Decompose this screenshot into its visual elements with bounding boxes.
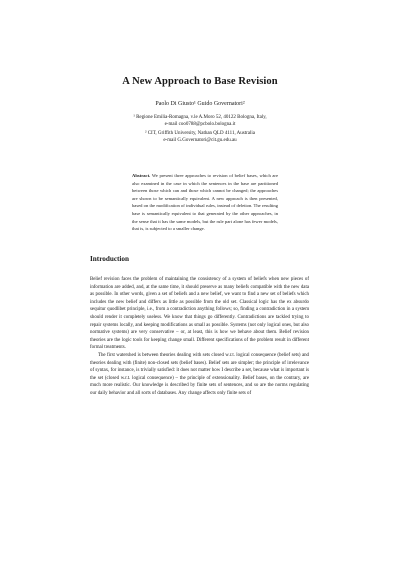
affiliation-1-address: ¹ Regione Emilia-Romagna, v.le A.Moro 52, 40122 Bologna, Italy,	[133, 115, 267, 120]
section-heading: Introduction	[90, 255, 130, 263]
affiliation-2	[0, 130, 400, 144]
paper-title: A New Approach to Base Revision	[122, 76, 278, 87]
body-text	[90, 276, 309, 398]
affiliation-2-address: ² CIT, Griffith University, Nathan QLD 4111, Australia	[144, 131, 256, 136]
affiliation-1	[0, 114, 400, 128]
paragraph: Belief revision faces the problem of maintaining the consistency of a system of beliefs when new pieces of information are added, and, at the same time, it should preserve as many beliefs compatible with the new data as possible. In other words, given a set of beliefs and a new belief, we want to find a new set of beliefs which includes the new belief and differs as little as possible from the old set. Classical logic has the ex absurdo sequitur quodlibet principle, i.e., from a contradiction anything follows; so, finding a contradiction in a system should render it completely useless. We know that things go differently. Contradictions are tackled trying to repair systems locally, and keeping modifications as small as possible. Systems (not only logical ones, but also normative systems) are very conservative – or, at least, this is how we behave about them. Belief revision theories are the logic tools for keeping change small. Different specifications of the problem result in different formal treatments.	[90, 277, 309, 351]
paper-authors: Paolo Di Giusto¹ Guido Governatori²	[155, 101, 245, 107]
abstract-text: We present three approaches to revision of belief bases, which are also examined in the case in which the sentences in the base are partitioned between those which can and those which cannot be changed; the approaches are shown to be semantically equivalent. A new approach is then presented, based on the modification of individual rules, instead of deletion. The resulting base is semantically equivalent to that generated by the other approaches, in the sense that it has the same models, but the rule part alone has fewer models, that is, is subjected to a smaller change.	[132, 173, 279, 232]
affiliation-2-email: e-mail G.Governatori@cit.gu.edu.au	[163, 138, 237, 144]
paragraph: The first watershed is between theories dealing with sets closed w.r.t. logical consequence (belief sets) and theories dealing with (finite) non-closed sets (belief bases). Belief sets are simpler; the principle of irrelevance of syntax, for instance, is trivially satisfied: it does not matter how I describe a set, because what is important is the set (closed w.r.t. logical consequence) – the principle of extensionality. Belief bases, on the contrary, are much more realistic. Our knowledge is described by finite sets of sentences, and so are the norms regulating our daily behavior and all sorts of databases. Any change affects only finite sets of	[90, 352, 309, 396]
abstract	[132, 172, 278, 233]
abstract-label: Abstract.	[132, 173, 151, 178]
affiliation-1-email: e-mail coo0788@pcbolo.bologna.it	[164, 122, 236, 128]
